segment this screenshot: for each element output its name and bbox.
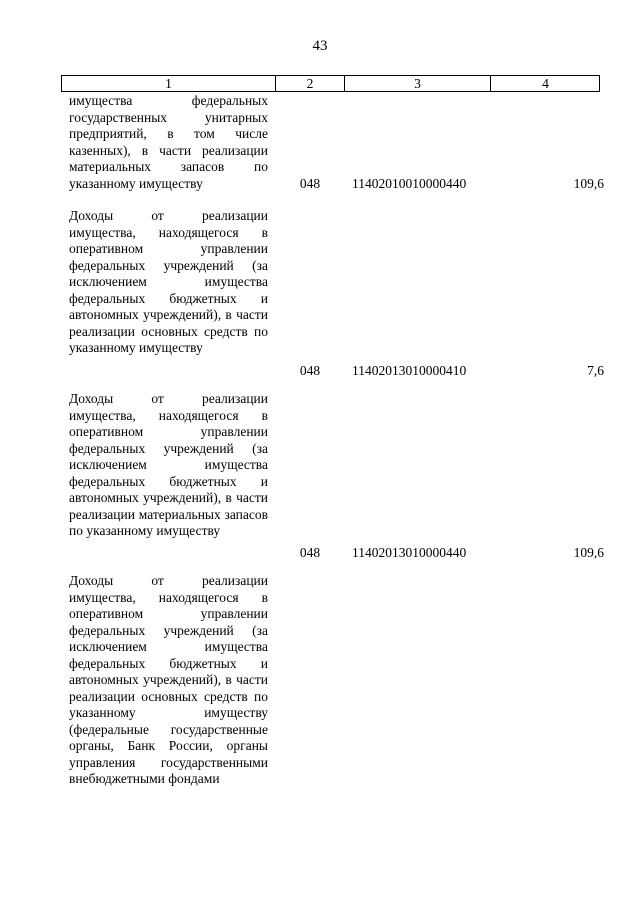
row-kbk: 11402010010000440 — [352, 176, 467, 191]
row-kbk: 11402013010000410 — [352, 363, 467, 378]
row-code: 048 — [299, 176, 321, 191]
column-header-4: 4 — [490, 76, 600, 91]
row-description: Доходы от реализации имущества, находящегося в оперативном управлении федеральных учреждений (за исключением имущества федеральных бюджетных и автономных учреждений), в части реализации основных средств по указанному имуществу (федеральные государственные органы, Банк России, органы управления государственными внебюджетными фондами — [69, 573, 268, 786]
row-amount: 109,6 — [573, 545, 604, 560]
row-code: 048 — [299, 545, 321, 560]
row-amount: 7,6 — [587, 363, 604, 378]
column-header-2: 2 — [275, 76, 344, 91]
row-description: имущества федеральных государственных унитарных предприятий, в том числе казенных), в части реализации материальных запасов по указанному имуществу — [69, 93, 268, 191]
page-number: 43 — [312, 38, 328, 54]
column-header-1: 1 — [165, 76, 172, 91]
row-description: Доходы от реализации имущества, находящегося в оперативном управлении федеральных учреждений (за исключением имущества федеральных бюджетных и автономных учреждений), в части реализации материальных запасов по указанному имуществу — [69, 391, 268, 538]
row-description: Доходы от реализации имущества, находящегося в оперативном управлении федеральных учреждений (за исключением имущества федеральных бюджетных и автономных учреждений), в части реализации основных средств по указанному имуществу — [69, 208, 268, 355]
row-kbk: 11402013010000440 — [352, 545, 467, 560]
column-header-3: 3 — [344, 76, 490, 91]
row-code: 048 — [299, 363, 321, 378]
table-header — [61, 75, 600, 92]
row-amount: 109,6 — [573, 176, 604, 191]
